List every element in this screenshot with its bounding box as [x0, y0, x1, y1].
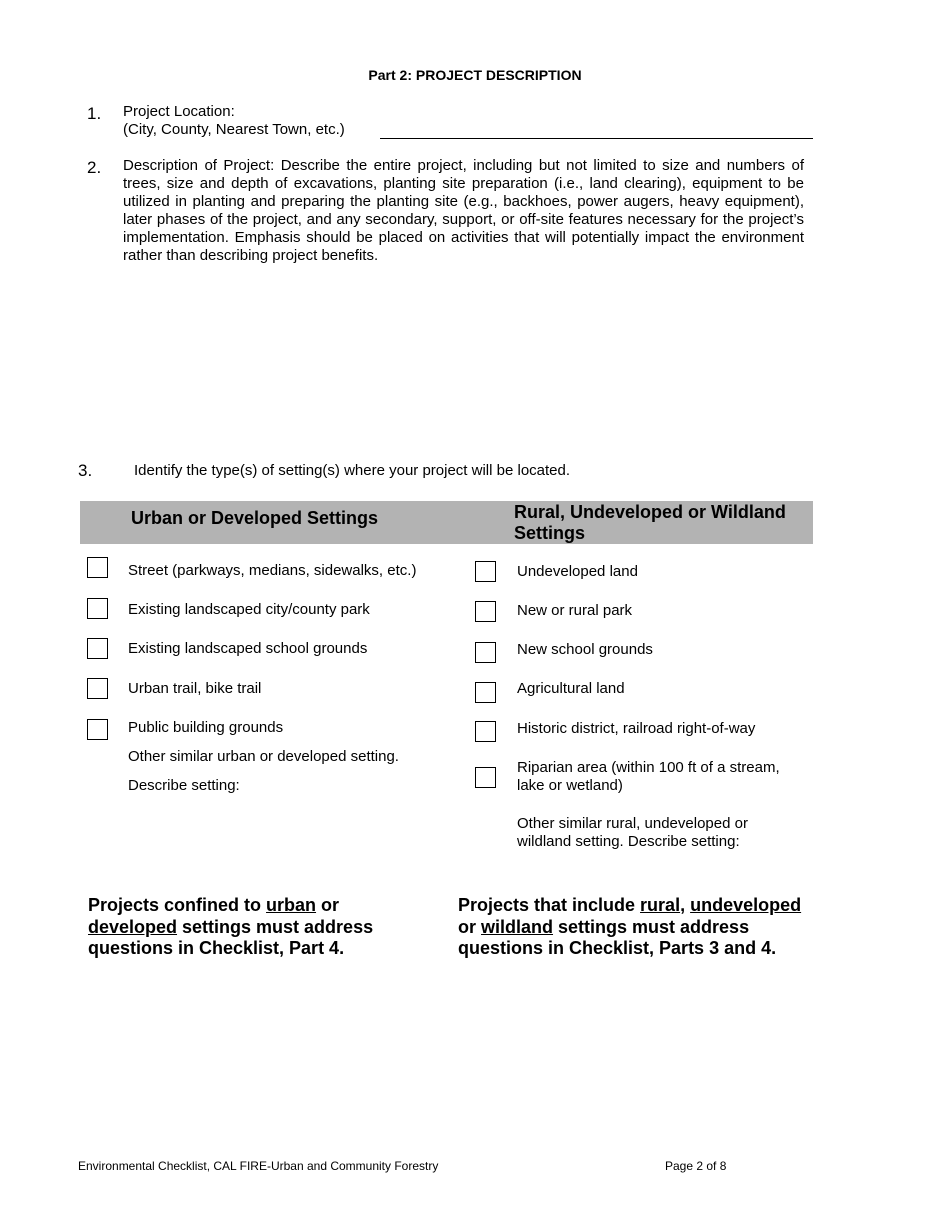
project-description-answer-area[interactable]	[123, 270, 804, 450]
project-location-label-line2: (City, County, Nearest Town, etc.)	[123, 121, 345, 138]
rural-school-label: New school grounds	[517, 641, 653, 658]
project-location-label	[123, 103, 345, 139]
project-location-label-line1: Project Location:	[123, 103, 235, 120]
rural-agricultural-checkbox[interactable]	[475, 682, 496, 703]
urban-other-label: Other similar urban or developed setting.	[128, 748, 399, 765]
urban-school-checkbox[interactable]	[87, 638, 108, 659]
urban-describe-label: Describe setting:	[128, 777, 240, 794]
footer-page-number: Page 2 of 8	[665, 1159, 727, 1173]
urban-public-building-label: Public building grounds	[128, 719, 284, 736]
rural-riparian-checkbox[interactable]	[475, 767, 496, 788]
urban-trail-checkbox[interactable]	[87, 678, 108, 699]
setting-instructions: Identify the type(s) of setting(s) where your project will be located.	[134, 462, 571, 479]
question-2-number: 2.	[87, 158, 102, 177]
urban-street-checkbox[interactable]	[87, 557, 108, 578]
urban-note: Projects confined to urban or developed settings must address questions in Checklist, Part 4.	[88, 895, 374, 958]
question-3-number: 3.	[78, 461, 93, 480]
rural-note: Projects that include rural, undeveloped or wildland settings must address questions in Checklist, Parts 3 and 4.	[458, 895, 802, 958]
page-title: Part 2: PROJECT DESCRIPTION	[368, 67, 582, 83]
project-description-text: Description of Project: Describe the entire project, including but not limited to size and numbers of trees, size and depth of excavations, planting site preparation (i.e., land clearing), equipment to be utilized in planting and preparing the planting site (e.g., backhoes, power augers, heavy equipment), later phases of the project, and any secondary, support, or off-site features necessary for the project’s implementation. Emphasis should be placed on activities that will potentially impact the environment rather than describing project benefits.	[123, 157, 804, 264]
urban-school-label: Existing landscaped school grounds	[128, 640, 368, 657]
rural-historic-label: Historic district, railroad right-of-way	[517, 720, 756, 737]
urban-trail-label: Urban trail, bike trail	[128, 680, 262, 697]
rural-park-checkbox[interactable]	[475, 601, 496, 622]
urban-settings-header: Urban or Developed Settings	[131, 508, 379, 528]
urban-park-label: Existing landscaped city/county park	[128, 601, 370, 618]
rural-historic-checkbox[interactable]	[475, 721, 496, 742]
rural-undeveloped-label: Undeveloped land	[517, 563, 638, 580]
rural-park-label: New or rural park	[517, 602, 633, 619]
rural-school-checkbox[interactable]	[475, 642, 496, 663]
urban-park-checkbox[interactable]	[87, 598, 108, 619]
rural-riparian-label: Riparian area (within 100 ft of a stream, lake or wetland)	[517, 759, 780, 794]
rural-settings-header: Rural, Undeveloped or Wildland Settings	[514, 502, 786, 543]
rural-undeveloped-checkbox[interactable]	[475, 561, 496, 582]
footer-document-title: Environmental Checklist, CAL FIRE-Urban and Community Forestry	[78, 1159, 439, 1173]
question-1-number: 1.	[87, 104, 102, 123]
urban-street-label: Street (parkways, medians, sidewalks, etc.)	[128, 562, 417, 579]
project-location-field[interactable]	[380, 138, 813, 139]
urban-public-building-checkbox[interactable]	[87, 719, 108, 740]
rural-other-label: Other similar rural, undeveloped or wildland setting. Describe setting:	[517, 815, 748, 850]
rural-agricultural-label: Agricultural land	[517, 680, 625, 697]
